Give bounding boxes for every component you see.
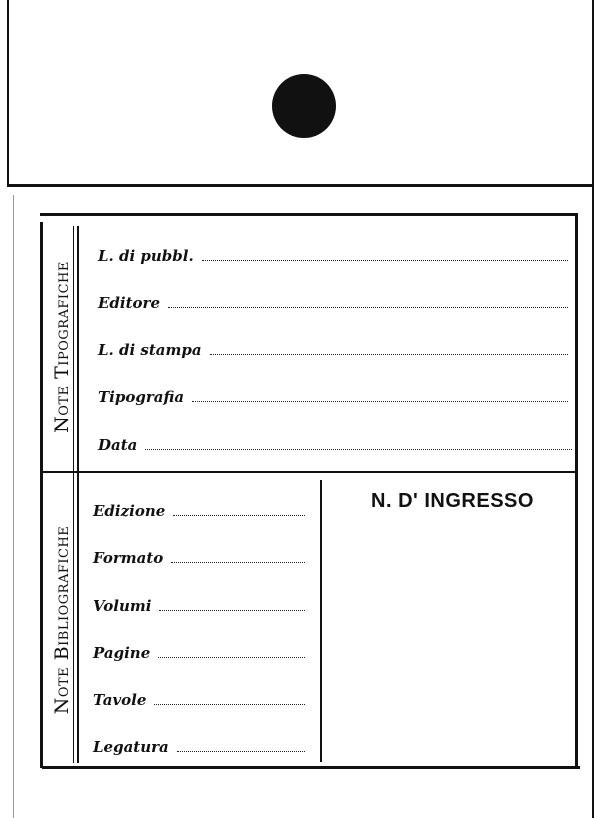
dotted-line bbox=[168, 307, 568, 308]
dotted-line bbox=[210, 354, 568, 355]
field-legatura[interactable] bbox=[93, 736, 305, 756]
field-label: Volumi bbox=[93, 597, 152, 615]
field-label: L. di stampa bbox=[98, 341, 202, 359]
form-bottom-border bbox=[42, 766, 580, 769]
field-edizione[interactable] bbox=[93, 500, 305, 520]
column-divider bbox=[320, 480, 322, 762]
dotted-line bbox=[177, 751, 305, 752]
field-luogo-pubblicazione[interactable] bbox=[98, 245, 568, 265]
field-label: Formato bbox=[93, 549, 164, 567]
field-label: Edizione bbox=[93, 502, 166, 520]
field-tipografia[interactable] bbox=[98, 386, 568, 406]
field-editore[interactable] bbox=[98, 292, 568, 312]
field-label: Legatura bbox=[93, 738, 169, 756]
field-volumi[interactable] bbox=[93, 595, 305, 615]
card-left-edge bbox=[7, 0, 9, 186]
dotted-line bbox=[202, 260, 568, 261]
field-label: Tipografia bbox=[98, 388, 185, 406]
tag-fold-line bbox=[7, 184, 594, 187]
dotted-line bbox=[158, 657, 305, 658]
card-right-edge bbox=[592, 0, 594, 818]
field-luogo-stampa[interactable] bbox=[98, 339, 568, 359]
field-label: Editore bbox=[98, 294, 160, 312]
form-top-border bbox=[40, 213, 578, 216]
dotted-line bbox=[145, 449, 572, 450]
field-label: L. di pubbl. bbox=[98, 247, 194, 265]
field-data[interactable] bbox=[98, 434, 572, 454]
field-tavole[interactable] bbox=[93, 689, 305, 709]
sidebar-divider-inner bbox=[77, 226, 79, 763]
numero-ingresso-heading: N. D' INGRESSO bbox=[371, 490, 534, 512]
section-divider bbox=[42, 471, 578, 473]
field-pagine[interactable] bbox=[93, 642, 305, 662]
field-label: Pagine bbox=[93, 644, 151, 662]
field-label: Tavole bbox=[93, 691, 147, 709]
field-formato[interactable] bbox=[93, 547, 305, 567]
note-bibliografiche-label: Note Bibliografiche bbox=[51, 525, 73, 715]
field-label: Data bbox=[98, 436, 138, 454]
dotted-line bbox=[171, 562, 305, 563]
dotted-line bbox=[173, 515, 305, 516]
note-tipografiche-label: Note Tipografiche bbox=[51, 261, 73, 433]
punch-hole bbox=[272, 74, 336, 138]
dotted-line bbox=[154, 704, 305, 705]
dotted-line bbox=[192, 401, 568, 402]
card-left-edge-lower bbox=[13, 195, 14, 818]
dotted-line bbox=[159, 610, 305, 611]
form-left-border bbox=[40, 222, 43, 768]
form-right-border bbox=[575, 213, 578, 769]
